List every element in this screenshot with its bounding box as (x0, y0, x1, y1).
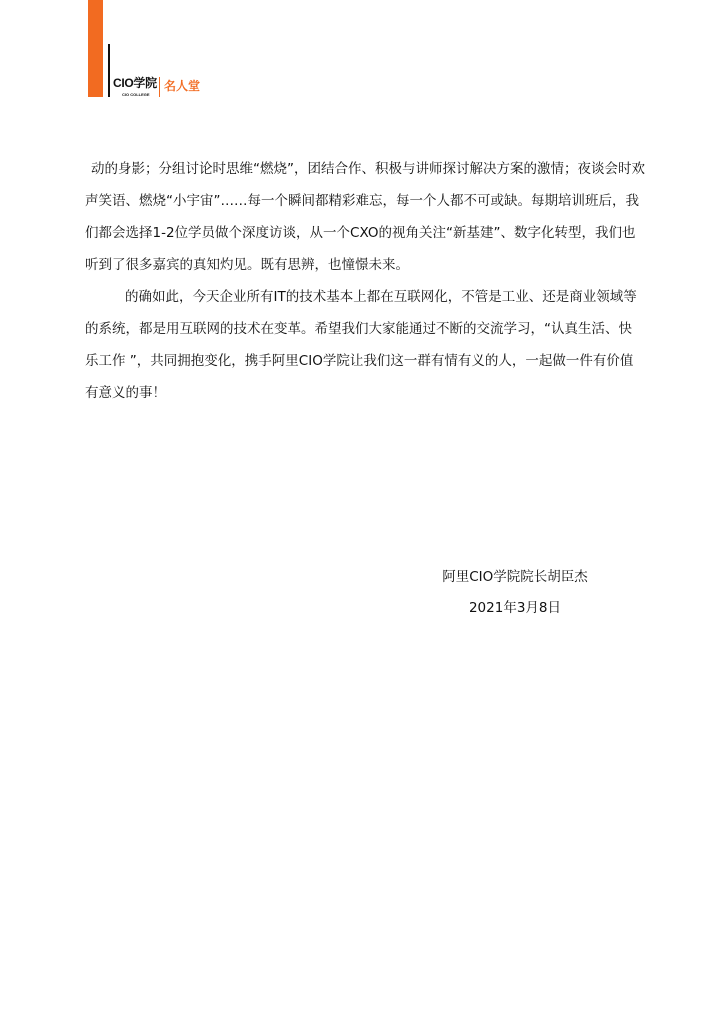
header-accent-bar (88, 0, 103, 97)
article-paragraph-2: 的确如此，今天企业所有IT的技术基本上都在互联网化，不管是工业、还是商业领域等的系统，都是用互联网的技术在变革。希望我们大家能通过不断的交流学习，“认真生活、快乐工作 ”，共同拥抱变化，携手阿里CIO学院让我们这一群有情有义的人，一起做一件有价值有意义的事！ (85, 289, 637, 401)
article-paragraph-1: 动的身影；分组讨论时思维“燃烧”，团结合作、积极与讲师探讨解决方案的激情；夜谈会时欢声笑语、燃烧“小宇宙”……每一个瞬间都精彩难忘，每一个人都不可或缺。每期培训班后，我们都会选择1-2位学员做个深度访谈，从一个CXO的视角关注“新基建”、数字化转型，我们也听到了很多嘉宾的真知灼见。既有思辨，也憧憬未来。 (85, 161, 645, 273)
signature-date: 2021年3月8日 (468, 600, 562, 616)
cio-college-logo-subtext: CIO COLLEGE (122, 92, 150, 97)
cio-college-logo: CIO学院 (113, 76, 157, 90)
logo-vertical-rule (108, 44, 110, 97)
signature-name: 阿里CIO学院院长胡臣杰 (442, 569, 588, 585)
logo-divider (159, 77, 160, 97)
section-label: 名人堂 (164, 79, 201, 93)
article-body (85, 153, 645, 409)
